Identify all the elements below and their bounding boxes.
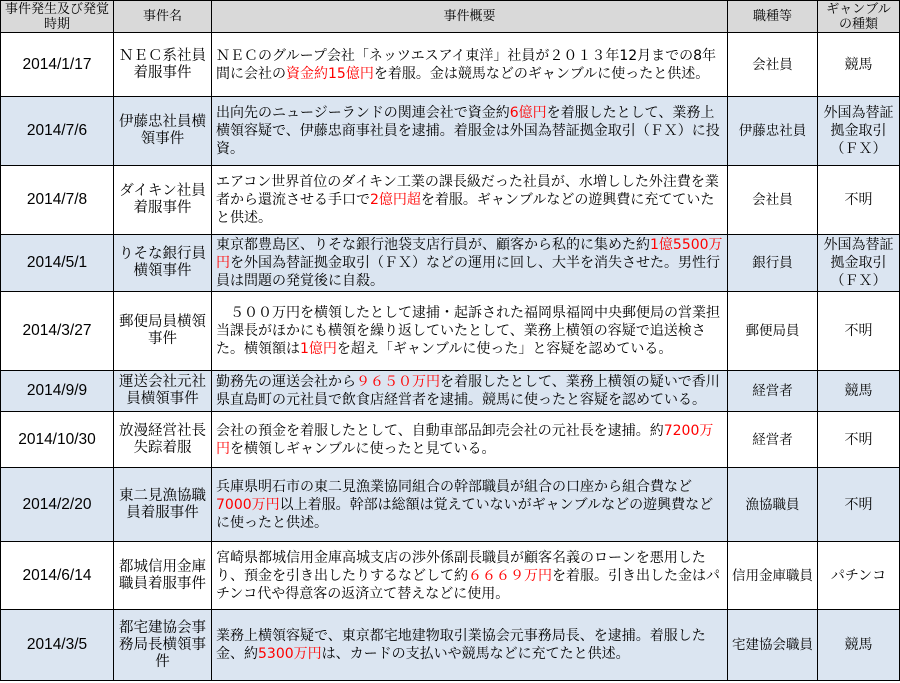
gambling-cell bbox=[818, 97, 900, 166]
gambling-text: 不明 bbox=[844, 323, 873, 339]
name-text: 郵便局員横領事件 bbox=[119, 314, 206, 347]
date-text: 2014/6/14 bbox=[22, 566, 92, 584]
date-text: 2014/7/6 bbox=[26, 122, 88, 139]
summary-after: を着服。引き出した金はパチンコ代や得意客の返済立て替えなどに使用。 bbox=[216, 567, 720, 602]
name-cell bbox=[114, 412, 212, 468]
header-gambling-label: ギャンブルの種類 bbox=[826, 1, 891, 32]
occupation-text: 信用金庫職員 bbox=[732, 567, 813, 584]
summary-cell bbox=[212, 97, 728, 166]
summary-after: を着服したとして、業務上横領の疑いで香川県直島町の元社員で飲食店経営者を逮捕。競馬に使ったと容疑を認めている。 bbox=[216, 374, 720, 408]
header-occupation bbox=[728, 0, 818, 33]
summary-before: 東京都豊島区、りそな銀行池袋支店行員が、顧客から私的に集めた約 bbox=[216, 237, 650, 253]
name-text: ダイキン社員着服事件 bbox=[119, 183, 206, 216]
header-gambling bbox=[818, 0, 900, 33]
date-cell bbox=[0, 610, 114, 681]
name-text: 都宅建協会事務局長横領事件 bbox=[119, 619, 206, 670]
occupation-cell bbox=[728, 412, 818, 468]
date-text: 2014/7/8 bbox=[26, 191, 88, 208]
summary-text bbox=[216, 304, 723, 358]
name-cell bbox=[114, 33, 212, 97]
summary-before: 宮崎県都城信用金庫高城支店の渉外係副長職員が顧客名義のローンを悪用したり、預金を引き出したりするなどして約 bbox=[216, 549, 706, 584]
occupation-cell bbox=[728, 235, 818, 292]
date-cell bbox=[0, 542, 114, 610]
summary-cell bbox=[212, 166, 728, 235]
summary-before: 勤務先の運送会社から bbox=[216, 374, 356, 390]
name-cell bbox=[114, 542, 212, 610]
date-text: 2014/9/9 bbox=[26, 382, 88, 399]
name-cell bbox=[114, 292, 212, 371]
gambling-cell bbox=[818, 542, 900, 610]
date-cell bbox=[0, 97, 114, 166]
summary-amount-highlight: 資金約15億円 bbox=[286, 65, 374, 82]
occupation-cell bbox=[728, 371, 818, 412]
summary-after: を着服。ギャンブルなどの遊興費に充てていたと供述。 bbox=[216, 192, 715, 226]
name-cell bbox=[114, 166, 212, 235]
gambling-text: 不明 bbox=[844, 496, 873, 513]
occupation-cell bbox=[728, 610, 818, 681]
gambling-cell bbox=[818, 33, 900, 97]
occupation-text: 銀行員 bbox=[752, 255, 793, 271]
name-cell bbox=[114, 371, 212, 412]
summary-before: 業務上横領容疑で、東京都宅地建物取引業協会元事務局長、を逮捕。着服した金、約 bbox=[216, 628, 706, 662]
summary-amount-highlight: 1億円 bbox=[300, 341, 337, 357]
summary-cell bbox=[212, 235, 728, 292]
summary-after: を超え「ギャンブルに使った」と容疑を認めている。 bbox=[336, 341, 673, 357]
gambling-text: 外国為替証拠金取引（ＦＸ） bbox=[823, 237, 894, 289]
occupation-cell bbox=[728, 33, 818, 97]
date-text: 2014/1/17 bbox=[22, 55, 92, 73]
summary-text bbox=[216, 236, 723, 290]
name-cell bbox=[114, 610, 212, 681]
gambling-text: 不明 bbox=[844, 192, 873, 208]
occupation-text: 経営者 bbox=[752, 383, 793, 399]
summary-amount-highlight: 5300万円 bbox=[258, 646, 322, 662]
occupation-text: 会社員 bbox=[752, 56, 793, 73]
name-text: ＮＥＣ系社員着服事件 bbox=[119, 47, 206, 81]
summary-text bbox=[216, 422, 723, 458]
gambling-text: 不明 bbox=[844, 431, 873, 448]
name-text: 放漫経営社長失踪着服 bbox=[119, 422, 206, 456]
summary-text bbox=[216, 104, 723, 158]
gambling-cell bbox=[818, 292, 900, 371]
header-date-label: 事件発生及び発覚時期 bbox=[4, 1, 109, 32]
date-cell bbox=[0, 292, 114, 371]
summary-before: 会社の預金を着服したとして、自動車部品卸売会社の元社長を逮捕。約 bbox=[216, 422, 664, 439]
summary-amount-highlight: 6億円 bbox=[509, 105, 547, 121]
summary-cell bbox=[212, 610, 728, 681]
summary-amount-highlight: 7000万円 bbox=[216, 496, 280, 513]
summary-after: 以上着服。幹部は総額は覚えていないがギャンブルなどの遊興費などに使ったと供述。 bbox=[216, 496, 714, 531]
summary-text bbox=[216, 627, 723, 663]
occupation-cell bbox=[728, 292, 818, 371]
occupation-text: 漁協職員 bbox=[745, 496, 800, 513]
summary-after: を着服したとして、業務上横領容疑で、伊藤忠商事社員を逮捕。着服金は外国為替証拠金取引（ＦＸ）に投資。 bbox=[216, 105, 720, 157]
name-text: 都城信用金庫職員着服事件 bbox=[119, 558, 206, 592]
summary-cell bbox=[212, 292, 728, 371]
summary-after: を着服。金は競馬などのギャンブルに使ったと供述。 bbox=[373, 65, 710, 82]
name-text: 伊藤忠社員横領事件 bbox=[119, 114, 206, 147]
header-summary-label: 事件概要 bbox=[443, 9, 496, 24]
gambling-text: 競馬 bbox=[844, 56, 873, 73]
summary-before: ＮＥＣのグループ会社「ネッツエスアイ東洋」社員が２０１３年12月までの8年間に会社の bbox=[216, 47, 717, 82]
occupation-text: 宅建協会職員 bbox=[732, 637, 813, 653]
date-text: 2014/5/1 bbox=[26, 254, 88, 271]
summary-cell bbox=[212, 542, 728, 610]
summary-amount-highlight: ６６６９万円 bbox=[468, 567, 552, 584]
occupation-text: 郵便局員 bbox=[745, 323, 800, 339]
summary-after: を横領しギャンブルに使ったと見ている。 bbox=[230, 440, 496, 457]
header-name bbox=[114, 0, 212, 33]
date-cell bbox=[0, 412, 114, 468]
gambling-cell bbox=[818, 610, 900, 681]
gambling-text: パチンコ bbox=[830, 567, 887, 584]
summary-before: 出向先のニュージーランドの関連会社で資金約 bbox=[216, 105, 510, 121]
header-occupation-label: 職種等 bbox=[752, 9, 792, 24]
summary-cell bbox=[212, 33, 728, 97]
header-summary bbox=[212, 0, 728, 33]
summary-cell bbox=[212, 412, 728, 468]
summary-text bbox=[216, 478, 723, 532]
occupation-cell bbox=[728, 166, 818, 235]
gambling-text: 競馬 bbox=[844, 637, 873, 653]
date-text: 2014/2/20 bbox=[22, 495, 92, 513]
occupation-text: 経営者 bbox=[752, 431, 793, 448]
gambling-cell bbox=[818, 166, 900, 235]
header-name-label: 事件名 bbox=[142, 9, 182, 24]
summary-after: は、カードの支払いや競馬などに充てたと供述。 bbox=[321, 646, 630, 662]
summary-text bbox=[216, 173, 723, 227]
occupation-text: 会社員 bbox=[752, 192, 793, 208]
name-cell bbox=[114, 468, 212, 542]
summary-after: を外国為替証拠金取引（ＦＸ）などの運用に回し、大半を消失させた。男性行員は問題の発覚後に自殺。 bbox=[216, 255, 720, 289]
summary-amount-highlight: 2億円超 bbox=[370, 192, 421, 208]
date-cell bbox=[0, 468, 114, 542]
date-cell bbox=[0, 235, 114, 292]
summary-cell bbox=[212, 468, 728, 542]
summary-text bbox=[216, 47, 723, 83]
name-text: 東二見漁協職員着服事件 bbox=[119, 487, 206, 521]
date-text: 2014/3/5 bbox=[26, 636, 88, 653]
summary-before: 兵庫県明石市の東二見漁業協同組合の幹部職員が組合の口座から組合費など bbox=[216, 478, 692, 495]
occupation-text: 伊藤忠社員 bbox=[738, 123, 807, 139]
summary-cell bbox=[212, 371, 728, 412]
header-date bbox=[0, 0, 114, 33]
summary-amount-highlight: ９６５０万円 bbox=[356, 374, 440, 390]
occupation-cell bbox=[728, 542, 818, 610]
date-text: 2014/10/30 bbox=[18, 430, 96, 448]
date-text: 2014/3/27 bbox=[22, 322, 92, 339]
summary-text bbox=[216, 549, 723, 603]
gambling-cell bbox=[818, 235, 900, 292]
date-cell bbox=[0, 166, 114, 235]
date-cell bbox=[0, 33, 114, 97]
gambling-cell bbox=[818, 371, 900, 412]
date-cell bbox=[0, 371, 114, 412]
name-text: りそな銀行員横領事件 bbox=[119, 246, 206, 279]
summary-before: エアコン世界首位のダイキン工業の課長級だった社員が、水増しした外注費を業者から還流させる手口で bbox=[216, 174, 719, 208]
summary-text bbox=[216, 373, 723, 409]
name-cell bbox=[114, 97, 212, 166]
gambling-cell bbox=[818, 468, 900, 542]
gambling-cell bbox=[818, 412, 900, 468]
summary-amount-highlight: 1億5500万円 bbox=[216, 237, 723, 271]
name-cell bbox=[114, 235, 212, 292]
occupation-cell bbox=[728, 97, 818, 166]
summary-before: ５００万円を横領したとして逮捕・起訴された福岡県福岡中央郵便局の営業担当課長がほかにも横領を繰り返していたとして、業務上横領の容疑で追送検さた。横領額は bbox=[216, 305, 720, 357]
gambling-text: 外国為替証拠金取引（ＦＸ） bbox=[823, 105, 894, 157]
name-text: 運送会社元社員横領事件 bbox=[119, 374, 206, 407]
occupation-cell bbox=[728, 468, 818, 542]
gambling-text: 競馬 bbox=[844, 383, 873, 399]
summary-amount-highlight: 7200万円 bbox=[216, 422, 714, 457]
